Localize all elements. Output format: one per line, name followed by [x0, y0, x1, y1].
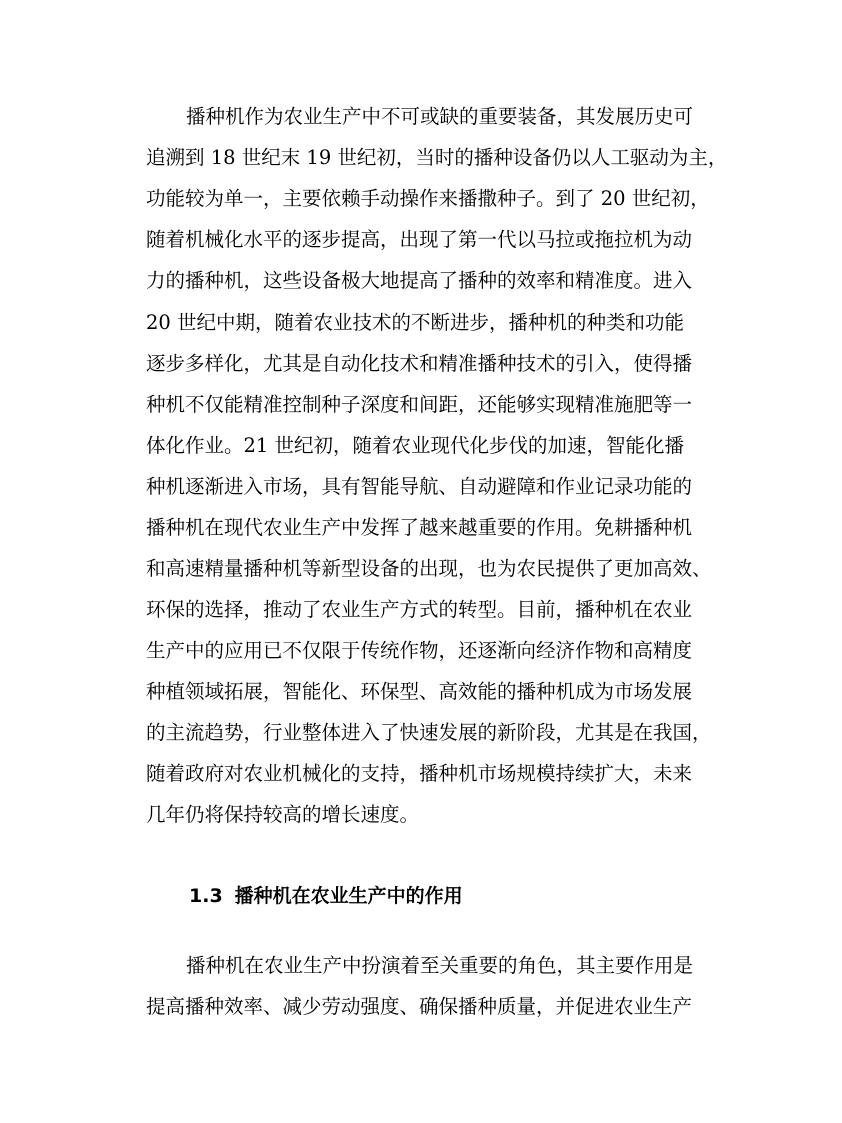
paragraph-line: 提高播种效率、减少劳动强度、确保播种质量，并促进农业生产	[146, 995, 693, 1018]
paragraph-line: 逐步多样化，尤其是自动化技术和精准播种技术的引入，使得播	[146, 352, 693, 375]
paragraph-line: 几年仍将保持较高的增长速度。	[146, 803, 420, 826]
paragraph-line: 追溯到 18 世纪末 19 世纪初，当时的播种设备仍以人工驱动为主，	[146, 146, 728, 169]
section-title: 播种机在农业生产中的作用	[234, 885, 463, 907]
paragraph-line: 体化作业。21 世纪初，随着农业现代化步伐的加速，智能化播	[146, 434, 685, 457]
section-heading	[189, 883, 463, 909]
paragraph-line: 力的播种机，这些设备极大地提高了播种的效率和精准度。进入	[146, 269, 693, 292]
paragraph-line: 生产中的应用已不仅限于传统作物，还逐渐向经济作物和高精度	[146, 639, 693, 662]
paragraph-line: 随着政府对农业机械化的支持，播种机市场规模持续扩大，未来	[146, 762, 693, 785]
paragraph-line: 种机不仅能精准控制种子深度和间距，还能够实现精准施肥等一	[146, 393, 693, 416]
paragraph-line: 和高速精量播种机等新型设备的出现，也为农民提供了更加高效、	[146, 557, 712, 580]
paragraph-line: 的主流趋势，行业整体进入了快速发展的新阶段，尤其是在我国，	[146, 721, 712, 744]
paragraph-line: 播种机在农业生产中扮演着至关重要的角色，其主要作用是	[186, 954, 694, 977]
paragraph-line: 随着机械化水平的逐步提高，出现了第一代以马拉或拖拉机为动	[146, 228, 693, 251]
section-number: 1.3	[189, 885, 223, 907]
paragraph-line: 20 世纪中期，随着农业技术的不断进步，播种机的种类和功能	[146, 311, 685, 334]
paragraph-line: 播种机作为农业生产中不可或缺的重要装备，其发展历史可	[186, 105, 694, 128]
paragraph-line: 种机逐渐进入市场，具有智能导航、自动避障和作业记录功能的	[146, 475, 693, 498]
paragraph-line: 种植领域拓展，智能化、环保型、高效能的播种机成为市场发展	[146, 680, 693, 703]
paragraph-line: 环保的选择，推动了农业生产方式的转型。目前，播种机在农业	[146, 598, 693, 621]
paragraph-line: 功能较为单一，主要依赖手动操作来播撒种子。到了 20 世纪初，	[146, 187, 710, 210]
paragraph-line: 播种机在现代农业生产中发挥了越来越重要的作用。免耕播种机	[146, 516, 693, 539]
